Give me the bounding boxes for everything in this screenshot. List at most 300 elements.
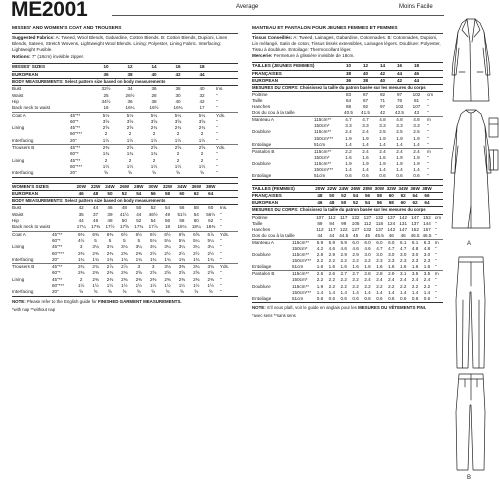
size-row-label: WOMEN'S SIZES: [12, 183, 49, 189]
measurement-value: 3: [79, 244, 83, 250]
row-label: Entoilage: [252, 141, 272, 147]
fabric-width: 20": [52, 289, 59, 295]
fabric-width: 115cm**: [292, 239, 310, 245]
fabric-width: 20": [70, 170, 77, 176]
measurement-value: 144: [423, 220, 431, 226]
measurement-value: ⅝: [79, 289, 84, 295]
unit: ": [434, 220, 437, 226]
fabric-width: 150cm*: [292, 246, 308, 251]
unit: ": [434, 264, 437, 270]
measurement-value: 2⅜: [102, 145, 110, 151]
measurement-value: 0.6: [328, 295, 336, 301]
measurement-value: 1.4: [388, 289, 395, 295]
measurement-value: 1½: [193, 282, 200, 288]
measurement-value: 60: [208, 205, 214, 211]
note-emphasis: MESURES DU VÊTEMENTS FINI.: [358, 304, 427, 310]
measurement-value: 0.6: [388, 295, 395, 301]
measurement-value: 1½: [126, 163, 134, 169]
note-label: NOTE:: [12, 298, 26, 304]
measurement-value: 1½: [174, 163, 182, 169]
measurement-value: 46.5: [422, 232, 432, 238]
measurement-value: 2: [79, 276, 83, 282]
measurement-value: 60: [193, 218, 199, 224]
size-value: 40: [379, 77, 386, 83]
measurement-value: 6½: [149, 231, 157, 237]
fabric-width: 45"**: [52, 264, 63, 270]
row-label: Doublure: [252, 252, 271, 258]
measurement-value: 4.7: [399, 246, 407, 251]
measurement-value: 44: [317, 232, 323, 238]
measurement-value: 1.9: [316, 283, 324, 289]
unit: Yds.: [216, 112, 226, 118]
measurement-value: 2.4: [396, 148, 403, 154]
row-label: Lining: [12, 125, 25, 131]
size-value: 24W: [339, 186, 349, 192]
size-value: 30W: [374, 186, 385, 192]
measurement-value: 152: [411, 226, 419, 232]
measurement-value: 1.6: [423, 264, 431, 270]
measurement-value: 2⅝: [164, 270, 171, 276]
measurement-value: 2⅜: [135, 250, 142, 256]
measurement-value: 2.2: [352, 258, 359, 264]
measurement-value: ⅝: [180, 289, 184, 295]
measurement-value: 2.2: [399, 283, 407, 289]
size-value: 54: [353, 193, 359, 199]
measurement-value: 18⅜: [206, 224, 216, 230]
measurement-value: 6.0: [352, 239, 359, 245]
measurement-value: 3¼: [178, 244, 186, 250]
body-measurements-heading: BODY MEASUREMENTS: Select pattern size based on body measurements: [12, 197, 238, 205]
unit: ": [427, 160, 429, 166]
measurement-value: 3¼: [207, 244, 214, 250]
view-a-label: A: [467, 241, 472, 247]
size-value: 32W: [162, 183, 173, 189]
measurement-value: 2: [176, 131, 180, 137]
measurement-value: 2.7: [352, 271, 359, 277]
measurement-value: 2⅜: [207, 276, 214, 282]
unit: ": [427, 141, 429, 147]
unit: ": [434, 283, 437, 289]
measurement-value: 44: [78, 218, 84, 224]
measurement-value: ⅝: [93, 289, 98, 295]
size-value: 62: [412, 200, 418, 206]
measurement-value: 3¾: [207, 264, 214, 270]
measurement-value: 2.7: [340, 271, 347, 277]
measurement-value: 2⅜: [78, 270, 85, 276]
measurement-value: 5: [108, 237, 112, 243]
size-value: 18: [413, 63, 420, 69]
measurement-value: 40.5: [344, 110, 353, 116]
size-value: 42: [396, 77, 403, 83]
english-column: [12, 26, 238, 313]
measurement-value: 2⅝: [149, 270, 157, 276]
row-label: Coat A: [12, 231, 26, 237]
measurement-value: 97: [396, 91, 403, 97]
measurement-value: ⅝: [165, 289, 170, 295]
measurement-value: 2½: [149, 250, 157, 256]
measurement-value: 42: [199, 98, 205, 104]
measurement-value: 1.6: [379, 154, 386, 160]
unit: ": [427, 173, 429, 179]
measurement-value: 2¾: [198, 125, 206, 131]
measurement-value: 0.6: [364, 295, 371, 301]
size-value: 12: [127, 64, 133, 70]
nap-legend-french: *avec sens **sans sens: [252, 312, 296, 318]
measurement-value: 1.4: [345, 166, 352, 172]
size-value: 56: [150, 190, 156, 196]
measurement-value: 3.5: [411, 271, 419, 277]
measurement-value: 1.6: [364, 264, 371, 270]
measurement-value: 2.5: [379, 129, 386, 135]
measurement-value: 5⅛: [178, 237, 186, 243]
measurement-value: 152: [423, 214, 431, 220]
measurement-value: 76: [396, 97, 403, 103]
measurement-value: 3.0: [376, 252, 383, 258]
measurement-value: 1.4: [352, 289, 359, 295]
measurement-value: 3.1: [399, 271, 407, 277]
measurement-value: 1¾: [135, 256, 142, 262]
row-label: Back neck to waist: [12, 105, 51, 111]
measurement-value: 1¾: [150, 151, 158, 157]
measurement-value: 3.0: [423, 252, 431, 258]
size-value: 36: [103, 71, 109, 77]
row-label: Interfacing: [12, 256, 34, 262]
measurement-value: 1¾: [78, 256, 85, 262]
measurement-value: 0.6: [362, 173, 369, 179]
fabric-width: 150cm***: [314, 166, 334, 172]
fabric-width: 20": [52, 256, 59, 262]
measurement-value: 105: [351, 220, 360, 226]
unit: ": [219, 250, 222, 256]
unit: Ins.: [219, 205, 228, 211]
measurement-value: 1¾: [178, 256, 186, 262]
size-value: 44: [199, 71, 205, 77]
measurement-value: 6.0: [376, 239, 383, 245]
measurement-value: 3.5: [423, 271, 431, 277]
unit: ": [216, 131, 218, 137]
measurement-value: 2⅜: [78, 250, 85, 256]
measurement-value: 46: [93, 218, 99, 224]
fabric-width: 45"**: [52, 276, 63, 282]
size-value: 34W: [177, 183, 187, 189]
unit: Yds.: [219, 264, 230, 270]
row-label: Waist: [12, 92, 24, 98]
measurement-value: 2.2: [376, 283, 383, 289]
size-value: 38: [362, 77, 369, 83]
size-value: 54: [136, 190, 142, 196]
measurement-value: 1.6: [340, 264, 347, 270]
size-value: 28W: [362, 186, 373, 192]
coat-back-illustration: [451, 110, 491, 228]
measurement-value: 2¾: [92, 264, 99, 270]
size-value: 10: [345, 63, 352, 69]
measurement-value: 6⅝: [178, 231, 186, 237]
measurement-value: 132: [363, 226, 372, 232]
measurement-row: [12, 257, 238, 263]
measurement-value: 6.0: [388, 239, 395, 245]
unit: ": [219, 256, 222, 262]
measurement-value: 4.6: [352, 246, 359, 251]
measurement-value: 81: [413, 97, 420, 103]
size-value: 34W: [398, 186, 408, 192]
measurement-value: 2: [200, 157, 204, 163]
measurement-value: 46: [400, 232, 406, 238]
fabric-width: 51cm: [292, 264, 304, 270]
measurement-value: 17¼: [76, 224, 86, 230]
measurement-value: 92: [379, 91, 386, 97]
measurement-value: 118: [375, 220, 384, 226]
measurement-value: 51½: [177, 211, 187, 217]
measurement-value: 6½: [164, 231, 171, 237]
measurement-value: 2¾: [78, 264, 85, 270]
measurement-value: 2⅜: [193, 276, 200, 282]
measurement-value: 4.2: [316, 246, 324, 251]
measurement-value: 3.0: [364, 252, 371, 258]
measurement-value: 1.6: [362, 154, 369, 160]
unit: Ins.: [216, 86, 224, 92]
size-value: 40: [151, 71, 157, 77]
measurement-row: [12, 144, 238, 151]
measurement-value: 1½: [135, 282, 142, 288]
measurement-value: 1½: [198, 137, 206, 143]
fabric-width: 60"***: [52, 282, 65, 288]
size-row-label: TAILLES (JEUNES FEMMES): [252, 63, 315, 69]
row-label: Trousers B: [12, 145, 35, 151]
measurement-value: 2: [200, 151, 204, 157]
measurement-value: 0.6: [379, 173, 386, 179]
measurement-value: 124: [387, 220, 396, 226]
size-value: 54: [364, 200, 371, 206]
size-value: 56: [364, 193, 371, 199]
measurement-value: 2.2: [340, 277, 347, 283]
fabric-width: 51cm: [292, 295, 304, 301]
unit: ": [427, 110, 429, 116]
measurement-value: 56: [179, 205, 185, 211]
measurement-value: 2⅞: [121, 264, 128, 270]
measurement-value: 45.5: [374, 232, 384, 238]
row-label: Entoilage: [252, 264, 272, 270]
measurement-value: 3.0: [399, 252, 407, 258]
measurement-value: 46: [107, 205, 113, 211]
notions-text: Fermeture à glissière invisible de 18cm.: [273, 53, 355, 59]
measurement-value: 2⅜: [149, 276, 157, 282]
measurement-value: 18⅛: [177, 224, 187, 230]
measurement-value: 3.3: [345, 123, 352, 129]
row-label: Interfacing: [12, 137, 34, 143]
unit: Yds.: [219, 231, 230, 237]
measurement-value: 42.5: [395, 110, 404, 116]
measurement-row: [12, 138, 238, 144]
size-row-label: EUROPEAN: [12, 71, 39, 77]
measurement-value: 2.2: [316, 258, 324, 264]
measurement-value: 37: [93, 211, 99, 217]
measurement-value: 3¼: [164, 244, 171, 250]
size-value: 14: [379, 63, 386, 69]
measurement-value: 127: [363, 214, 372, 220]
measurement-value: 137: [387, 214, 396, 220]
measurement-row: [12, 224, 238, 230]
measurement-value: 112: [328, 214, 336, 220]
measurement-value: 4.6: [328, 246, 336, 251]
unit: ": [434, 226, 437, 232]
fabric-width: 45"**: [70, 125, 81, 131]
fabric-width: 150cm*: [314, 123, 330, 129]
measurement-value: 52: [150, 205, 156, 211]
measurement-value: 67: [362, 97, 369, 103]
size-value: 36W: [191, 183, 202, 189]
measurement-value: 38: [175, 86, 181, 92]
size-value: 58: [376, 193, 382, 199]
measurement-value: 102: [412, 91, 421, 97]
fabric-width: 150cm***: [292, 289, 312, 295]
measurement-value: 4.7: [362, 117, 369, 123]
measurement-value: 1½: [106, 282, 114, 288]
measurement-value: 1½: [121, 282, 128, 288]
fabrics-label: Tissus Conseillés:: [252, 34, 293, 40]
size-value: 12: [362, 63, 369, 69]
measurement-value: 5¼: [150, 112, 158, 118]
size-value: 36W: [410, 186, 420, 192]
measurement-value: 2⅝: [150, 145, 158, 151]
measurement-value: 4.8: [379, 117, 386, 123]
measurement-value: 1½: [92, 282, 99, 288]
unit: m: [434, 271, 439, 277]
row-label: Interfacing: [12, 170, 34, 176]
measurement-value: 17¾: [134, 224, 144, 230]
measurement-value: 4.8: [413, 117, 420, 123]
measurement-value: 5: [94, 237, 97, 243]
size-row-label: EUROPEAN: [12, 190, 39, 196]
measurement-value: 5.9: [340, 239, 347, 245]
measurement-value: 46: [388, 232, 394, 238]
row-label: Back neck to waist: [12, 224, 51, 230]
measurement-value: 32: [199, 92, 205, 98]
measurement-value: 34: [127, 86, 133, 92]
fabric-width: 45"**: [52, 244, 63, 250]
body-measurements-heading: MESURES DU CORPS: Choisissez la taille du patron basée sur les mesures du corps: [252, 206, 443, 214]
fabric-width: 20": [70, 137, 77, 143]
measurement-value: 4.8: [396, 117, 403, 123]
measurement-value: 6⅞: [207, 231, 214, 237]
size-value: 42: [379, 70, 386, 76]
measurement-value: 3⅝: [102, 118, 110, 124]
size-value: 46: [317, 200, 323, 206]
row-label: Coat A: [12, 112, 26, 118]
unit: ": [427, 154, 429, 160]
size-value: 10: [103, 64, 109, 70]
measurement-value: 2⅝: [126, 125, 134, 131]
measurement-value: 45: [364, 232, 371, 238]
unit: ": [434, 258, 437, 264]
measurement-value: 2⅝: [126, 145, 134, 151]
measurement-value: 6⅜: [92, 231, 99, 237]
measurement-value: 2.2: [328, 258, 336, 264]
measurement-value: 2½: [193, 250, 200, 256]
size-value: 48: [329, 200, 335, 206]
pattern-number: ME2001: [11, 0, 88, 21]
measurement-value: 2.2: [340, 258, 347, 264]
measurement-value: 89: [317, 220, 323, 226]
measurement-value: ⅝: [200, 170, 204, 176]
measurement-value: 107: [412, 104, 421, 110]
measurement-value: 34½: [101, 98, 111, 104]
measurement-value: 2⅜: [164, 276, 171, 282]
measurement-value: ⅝: [194, 289, 199, 295]
measurement-value: 2.3: [399, 258, 407, 264]
measurement-value: 4½: [78, 237, 85, 243]
measurement-value: 1.4: [316, 289, 324, 295]
measurement-value: 1.4: [413, 166, 420, 172]
measurement-value: 137: [375, 226, 384, 232]
fabric-width: 150cm***: [292, 258, 312, 264]
measurement-value: 3⅛: [121, 244, 128, 250]
measurement-value: 1½: [150, 163, 158, 169]
measurement-value: 2: [128, 157, 132, 163]
french-column: [252, 26, 443, 319]
unit: Yds.: [216, 145, 226, 151]
measurement-row: [252, 173, 443, 179]
measurement-value: 44.5: [339, 232, 349, 238]
measurement-value: 2.4: [364, 277, 371, 283]
notions-french: [252, 53, 443, 59]
measurement-value: 2⅜: [178, 276, 186, 282]
measurement-value: 2⅝: [135, 270, 142, 276]
measurement-value: 18¼: [191, 224, 201, 230]
size-value: 50: [341, 200, 347, 206]
row-label: Bust: [12, 205, 22, 211]
measurement-value: 2.2: [328, 277, 336, 283]
measurement-value: 2.4: [379, 148, 386, 154]
row-label: Poitrine: [252, 91, 268, 97]
measurement-value: 48: [121, 205, 127, 211]
measurement-value: 42: [78, 205, 84, 211]
row-label: Doublure: [252, 129, 271, 135]
measurement-value: 17½: [105, 224, 115, 230]
measurement-value: 56½: [206, 211, 216, 217]
note-text: Please refer to the English guide for: [26, 298, 97, 304]
measurement-row: [252, 110, 443, 116]
measurement-value: 147: [411, 214, 419, 220]
measurement-value: 0.6: [340, 295, 347, 301]
measurement-value: 1.9: [345, 160, 352, 166]
size-value: 40: [362, 70, 369, 76]
measurement-value: 2.4: [411, 277, 419, 283]
fabric-width: 60"*: [52, 270, 61, 276]
measurement-value: 54: [193, 211, 199, 217]
measurement-value: 1.9: [379, 135, 386, 141]
measurement-value: 49: [164, 211, 171, 217]
size-row-label: TAILLES (FEMMES): [252, 186, 295, 192]
unit: ": [434, 295, 437, 301]
measurement-value: ⅝: [104, 170, 108, 176]
unit: ": [219, 224, 222, 230]
measurement-value: 6.1: [411, 239, 419, 245]
measurement-value: 2.4: [376, 277, 383, 283]
measurement-value: 1.4: [362, 166, 369, 172]
size-row-label: MISSES' SIZES: [12, 64, 46, 70]
measurement-value: 4.7: [388, 246, 395, 251]
garment-illustrations: [445, 0, 500, 500]
measurement-row: [12, 231, 238, 238]
row-label: Hanches: [252, 226, 271, 232]
measurement-value: 1.9: [362, 135, 369, 141]
measurement-value: 3.3: [396, 123, 403, 129]
measurement-value: 46.5: [410, 232, 420, 238]
measurement-value: 16: [103, 105, 109, 111]
measurement-value: 54: [164, 205, 171, 211]
measurement-value: 131: [399, 220, 408, 226]
measurement-value: 2⅜: [121, 276, 128, 282]
